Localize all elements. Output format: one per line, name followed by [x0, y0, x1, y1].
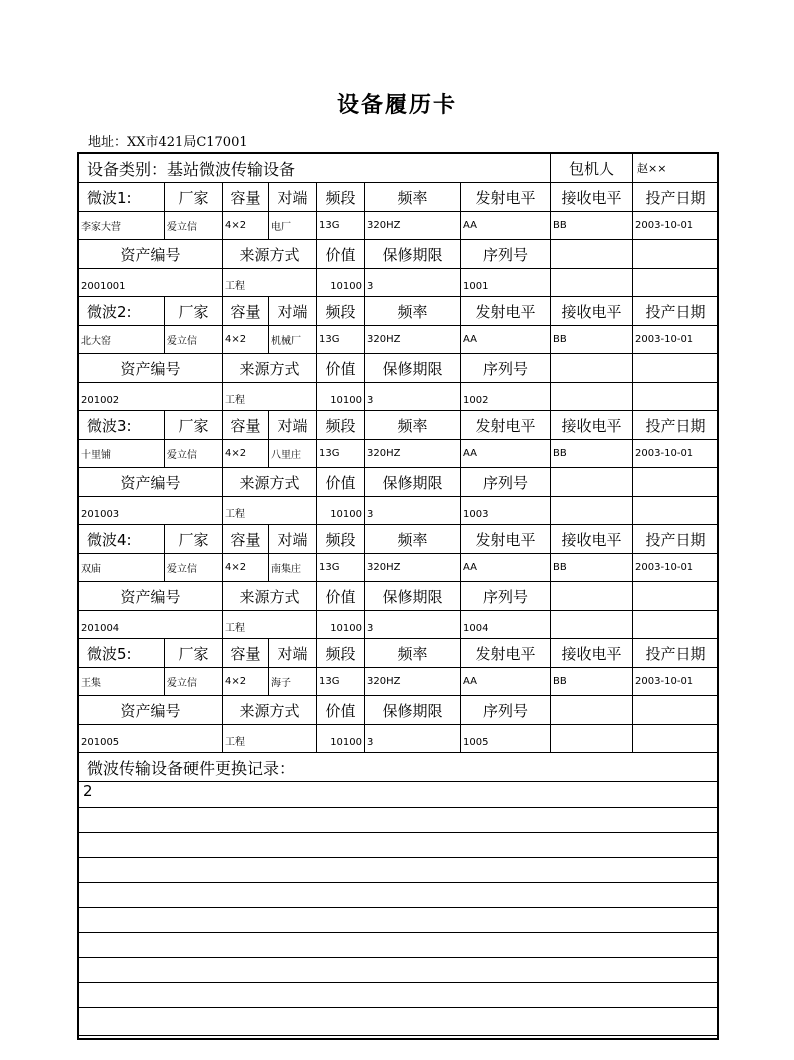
- tx-cell[interactable]: AA: [461, 326, 551, 354]
- record-line-cell[interactable]: [79, 1008, 719, 1036]
- empty-cell: [551, 696, 633, 725]
- record-line-cell[interactable]: [79, 958, 719, 983]
- column-header: 频率: [365, 411, 461, 440]
- value-header: 价值: [317, 240, 365, 269]
- asset-value-row: [79, 497, 719, 525]
- empty-cell: [633, 468, 719, 497]
- serial-cell[interactable]: 1005: [461, 725, 551, 753]
- column-header: 频率: [365, 639, 461, 668]
- freq-cell[interactable]: 320HZ: [365, 212, 461, 240]
- empty-cell: [633, 582, 719, 611]
- record-label-row: [79, 753, 719, 782]
- empty-cell: [551, 725, 633, 753]
- asset-number-header: 资产编号: [79, 582, 223, 611]
- asset-number-cell[interactable]: 2001001: [79, 269, 223, 297]
- column-header: 频段: [317, 639, 365, 668]
- column-header: 厂家: [165, 525, 223, 554]
- empty-cell: [551, 383, 633, 411]
- record-line-cell[interactable]: [79, 808, 719, 833]
- microwave-header-row: [79, 411, 719, 440]
- column-header: 接收电平: [551, 411, 633, 440]
- freq-cell[interactable]: 320HZ: [365, 440, 461, 468]
- capacity-cell[interactable]: 4×2: [223, 326, 269, 354]
- source-cell[interactable]: 工程: [223, 497, 317, 525]
- empty-cell: [551, 354, 633, 383]
- record-line-cell[interactable]: [79, 883, 719, 908]
- empty-cell: [633, 611, 719, 639]
- empty-cell: [551, 240, 633, 269]
- microwave-label: 微波5:: [79, 639, 165, 668]
- asset-number-cell[interactable]: 201005: [79, 725, 223, 753]
- column-header: 发射电平: [461, 639, 551, 668]
- tx-cell[interactable]: AA: [461, 440, 551, 468]
- band-cell[interactable]: 13G: [317, 212, 365, 240]
- source-header: 来源方式: [223, 468, 317, 497]
- column-header: 投产日期: [633, 183, 719, 212]
- rx-cell[interactable]: BB: [551, 212, 633, 240]
- record-line-row: [79, 908, 719, 933]
- peer-cell[interactable]: 海子: [269, 668, 317, 696]
- microwave-value-row: [79, 668, 719, 696]
- microwave-value-row: [79, 212, 719, 240]
- band-cell[interactable]: 13G: [317, 440, 365, 468]
- column-header: 容量: [223, 525, 269, 554]
- asset-header-row: [79, 696, 719, 725]
- microwave-value-row: [79, 440, 719, 468]
- empty-cell: [551, 269, 633, 297]
- column-header: 接收电平: [551, 183, 633, 212]
- owner-value[interactable]: 赵××: [633, 154, 719, 183]
- empty-cell: [551, 582, 633, 611]
- rx-cell[interactable]: BB: [551, 440, 633, 468]
- serial-cell[interactable]: 1003: [461, 497, 551, 525]
- empty-cell: [633, 240, 719, 269]
- asset-number-header: 资产编号: [79, 468, 223, 497]
- record-line-row: [79, 983, 719, 1008]
- column-header: 发射电平: [461, 525, 551, 554]
- record-line-row: [79, 858, 719, 883]
- asset-value-row: [79, 269, 719, 297]
- category-row: [79, 154, 719, 183]
- record-line-row: [79, 808, 719, 833]
- empty-cell: [551, 497, 633, 525]
- column-header: 接收电平: [551, 639, 633, 668]
- column-header: 投产日期: [633, 297, 719, 326]
- column-header: 容量: [223, 411, 269, 440]
- column-header: 接收电平: [551, 525, 633, 554]
- value-header: 价值: [317, 696, 365, 725]
- microwave-label: 微波3:: [79, 411, 165, 440]
- vendor-cell[interactable]: 爱立信: [165, 668, 223, 696]
- microwave-label: 微波4:: [79, 525, 165, 554]
- record-line-row: [79, 933, 719, 958]
- category-label: 设备类别：基站微波传输设备: [79, 154, 551, 183]
- record-line-row: [79, 833, 719, 858]
- record-line-row: [79, 782, 719, 808]
- column-header: 频率: [365, 525, 461, 554]
- source-cell[interactable]: 工程: [223, 383, 317, 411]
- column-header: 对端: [269, 525, 317, 554]
- value-header: 价值: [317, 582, 365, 611]
- source-cell[interactable]: 工程: [223, 725, 317, 753]
- capacity-cell[interactable]: 4×2: [223, 212, 269, 240]
- warranty-cell[interactable]: 3: [365, 725, 461, 753]
- column-header: 频段: [317, 525, 365, 554]
- site-cell[interactable]: 双庙: [79, 554, 165, 582]
- page-title: 设备履历卡: [336, 92, 457, 118]
- warranty-header: 保修期限: [365, 468, 461, 497]
- serial-header: 序列号: [461, 240, 551, 269]
- warranty-header: 保修期限: [365, 582, 461, 611]
- record-line-cell[interactable]: [79, 858, 719, 883]
- microwave-label: 微波2:: [79, 297, 165, 326]
- band-cell[interactable]: 13G: [317, 554, 365, 582]
- band-cell[interactable]: 13G: [317, 668, 365, 696]
- microwave-value-row: [79, 326, 719, 354]
- empty-cell: [633, 497, 719, 525]
- column-header: 发射电平: [461, 411, 551, 440]
- freq-cell[interactable]: 320HZ: [365, 326, 461, 354]
- date-cell[interactable]: 2003-10-01: [633, 212, 719, 240]
- column-header: 接收电平: [551, 297, 633, 326]
- record-line-row: [79, 883, 719, 908]
- column-header: 发射电平: [461, 183, 551, 212]
- asset-header-row: [79, 582, 719, 611]
- column-header: 投产日期: [633, 639, 719, 668]
- empty-cell: [551, 468, 633, 497]
- column-header: 容量: [223, 297, 269, 326]
- value-cell[interactable]: 10100: [317, 725, 365, 753]
- warranty-header: 保修期限: [365, 354, 461, 383]
- record-line-row: [79, 958, 719, 983]
- empty-cell: [633, 354, 719, 383]
- column-header: 对端: [269, 297, 317, 326]
- value-header: 价值: [317, 468, 365, 497]
- asset-number-header: 资产编号: [79, 240, 223, 269]
- serial-header: 序列号: [461, 696, 551, 725]
- peer-cell[interactable]: 南集庄: [269, 554, 317, 582]
- capacity-cell[interactable]: 4×2: [223, 668, 269, 696]
- column-header: 容量: [223, 639, 269, 668]
- rx-cell[interactable]: BB: [551, 554, 633, 582]
- microwave-header-row: [79, 639, 719, 668]
- date-cell[interactable]: 2003-10-01: [633, 668, 719, 696]
- peer-cell[interactable]: 电厂: [269, 212, 317, 240]
- column-header: 对端: [269, 183, 317, 212]
- microwave-value-row: [79, 554, 719, 582]
- column-header: 投产日期: [633, 525, 719, 554]
- source-cell[interactable]: 工程: [223, 611, 317, 639]
- date-cell[interactable]: 2003-10-01: [633, 326, 719, 354]
- peer-cell[interactable]: 机械厂: [269, 326, 317, 354]
- serial-cell[interactable]: 1001: [461, 269, 551, 297]
- asset-number-header: 资产编号: [79, 354, 223, 383]
- column-header: 厂家: [165, 297, 223, 326]
- equipment-card-table: [78, 153, 719, 1036]
- serial-header: 序列号: [461, 582, 551, 611]
- asset-number-cell[interactable]: 201002: [79, 383, 223, 411]
- warranty-cell[interactable]: 3: [365, 497, 461, 525]
- column-header: 频段: [317, 183, 365, 212]
- site-cell[interactable]: 李家大营: [79, 212, 165, 240]
- value-header: 价值: [317, 354, 365, 383]
- record-line-row: [79, 1008, 719, 1036]
- owner-label: 包机人: [551, 154, 633, 183]
- capacity-cell[interactable]: 4×2: [223, 440, 269, 468]
- column-header: 发射电平: [461, 297, 551, 326]
- asset-header-row: [79, 240, 719, 269]
- peer-cell[interactable]: 八里庄: [269, 440, 317, 468]
- site-cell[interactable]: 十里铺: [79, 440, 165, 468]
- tx-cell[interactable]: AA: [461, 554, 551, 582]
- asset-number-header: 资产编号: [79, 696, 223, 725]
- serial-cell[interactable]: 1002: [461, 383, 551, 411]
- source-cell[interactable]: 工程: [223, 269, 317, 297]
- value-cell[interactable]: 10100: [317, 269, 365, 297]
- record-note-cell[interactable]: 2: [79, 782, 719, 808]
- column-header: 频率: [365, 297, 461, 326]
- asset-number-cell[interactable]: 201003: [79, 497, 223, 525]
- site-cell[interactable]: 北大窑: [79, 326, 165, 354]
- vendor-cell[interactable]: 爱立信: [165, 326, 223, 354]
- asset-value-row: [79, 611, 719, 639]
- tx-cell[interactable]: AA: [461, 212, 551, 240]
- empty-cell: [633, 725, 719, 753]
- empty-cell: [551, 611, 633, 639]
- microwave-header-row: [79, 183, 719, 212]
- warranty-cell[interactable]: 3: [365, 383, 461, 411]
- record-label: 微波传输设备硬件更换记录：: [79, 753, 719, 782]
- record-line-cell[interactable]: [79, 908, 719, 933]
- address-label: 地址：XX市421局C17001: [88, 135, 248, 150]
- empty-cell: [633, 269, 719, 297]
- serial-header: 序列号: [461, 354, 551, 383]
- value-cell[interactable]: 10100: [317, 497, 365, 525]
- asset-value-row: [79, 725, 719, 753]
- band-cell[interactable]: 13G: [317, 326, 365, 354]
- asset-header-row: [79, 354, 719, 383]
- column-header: 对端: [269, 639, 317, 668]
- vendor-cell[interactable]: 爱立信: [165, 554, 223, 582]
- asset-header-row: [79, 468, 719, 497]
- column-header: 投产日期: [633, 411, 719, 440]
- source-header: 来源方式: [223, 354, 317, 383]
- asset-value-row: [79, 383, 719, 411]
- freq-cell[interactable]: 320HZ: [365, 668, 461, 696]
- rx-cell[interactable]: BB: [551, 668, 633, 696]
- column-header: 厂家: [165, 183, 223, 212]
- warranty-cell[interactable]: 3: [365, 611, 461, 639]
- rx-cell[interactable]: BB: [551, 326, 633, 354]
- freq-cell[interactable]: 320HZ: [365, 554, 461, 582]
- empty-cell: [633, 696, 719, 725]
- column-header: 频段: [317, 297, 365, 326]
- warranty-header: 保修期限: [365, 240, 461, 269]
- record-line-cell[interactable]: [79, 983, 719, 1008]
- tx-cell[interactable]: AA: [461, 668, 551, 696]
- record-line-cell[interactable]: [79, 833, 719, 858]
- column-header: 频段: [317, 411, 365, 440]
- value-cell[interactable]: 10100: [317, 383, 365, 411]
- date-cell[interactable]: 2003-10-01: [633, 554, 719, 582]
- vendor-cell[interactable]: 爱立信: [165, 212, 223, 240]
- microwave-header-row: [79, 525, 719, 554]
- asset-number-cell[interactable]: 201004: [79, 611, 223, 639]
- site-cell[interactable]: 王集: [79, 668, 165, 696]
- vendor-cell[interactable]: 爱立信: [165, 440, 223, 468]
- microwave-label: 微波1:: [79, 183, 165, 212]
- column-header: 对端: [269, 411, 317, 440]
- source-header: 来源方式: [223, 240, 317, 269]
- column-header: 厂家: [165, 411, 223, 440]
- source-header: 来源方式: [223, 582, 317, 611]
- value-cell[interactable]: 10100: [317, 611, 365, 639]
- date-cell[interactable]: 2003-10-01: [633, 440, 719, 468]
- source-header: 来源方式: [223, 696, 317, 725]
- warranty-cell[interactable]: 3: [365, 269, 461, 297]
- warranty-header: 保修期限: [365, 696, 461, 725]
- capacity-cell[interactable]: 4×2: [223, 554, 269, 582]
- column-header: 容量: [223, 183, 269, 212]
- column-header: 厂家: [165, 639, 223, 668]
- serial-header: 序列号: [461, 468, 551, 497]
- empty-cell: [633, 383, 719, 411]
- serial-cell[interactable]: 1004: [461, 611, 551, 639]
- record-line-cell[interactable]: [79, 933, 719, 958]
- microwave-header-row: [79, 297, 719, 326]
- column-header: 频率: [365, 183, 461, 212]
